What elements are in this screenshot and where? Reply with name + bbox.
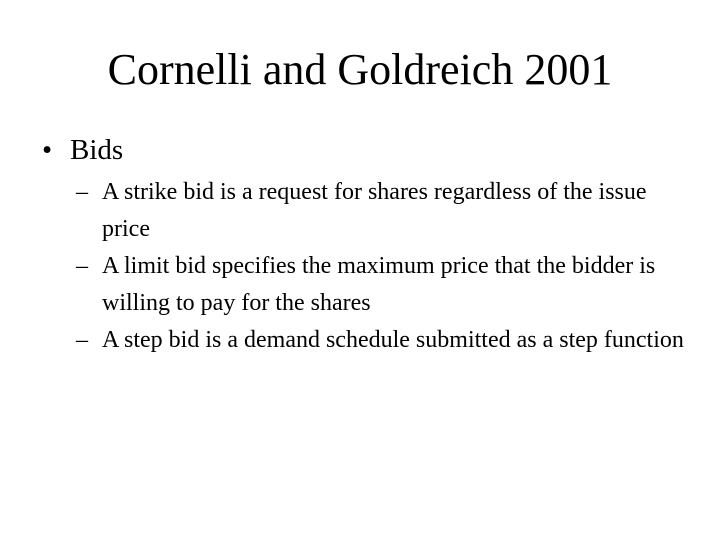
sub-bullet-text: A limit bid specifies the maximum price that the bidder is willing to pay for the shares <box>102 253 656 316</box>
sub-bullet-text: A step bid is a demand schedule submitted as a step function <box>102 327 684 353</box>
bullet-marker: • <box>42 134 53 166</box>
sub-bullet-marker: – <box>76 179 88 205</box>
sub-bullet-text: A strike bid is a request for shares regardless of the issue price <box>102 179 647 242</box>
slide-title: Cornelli and Goldreich 2001 <box>107 45 613 94</box>
sub-bullet-strike-bid <box>76 174 696 248</box>
sub-bullet-marker: – <box>76 253 88 279</box>
sub-bullet-limit-bid <box>76 248 696 322</box>
bullet-bids <box>42 132 123 168</box>
sub-bullet-step-bid <box>76 322 696 359</box>
sub-bullet-marker: – <box>76 327 88 353</box>
sub-bullet-list <box>76 174 696 359</box>
bullet-text: Bids <box>70 134 124 166</box>
